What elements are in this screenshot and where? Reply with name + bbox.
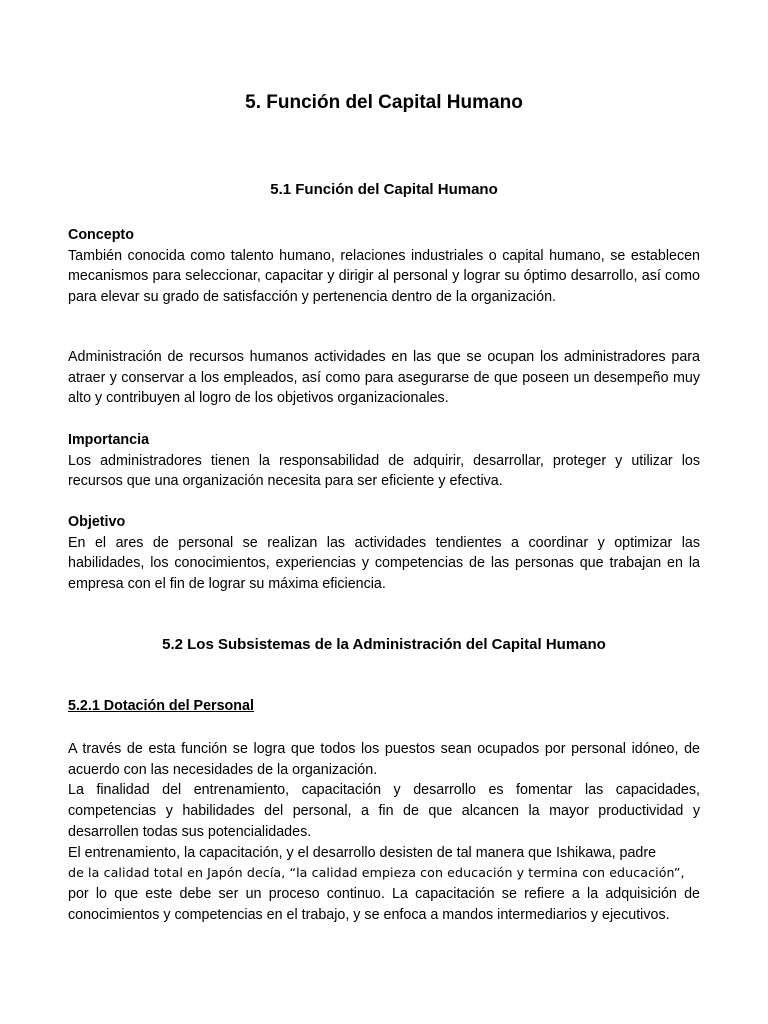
concepto-label: Concepto	[68, 227, 134, 243]
section-heading-5-1: 5.1 Función del Capital Humano	[270, 181, 498, 198]
dotacion-block	[68, 739, 700, 925]
concepto-block	[68, 225, 700, 308]
importancia-text: Los administradores tienen la responsabilidad de adquirir, desarrollar, proteger y utilizar los recursos que una organización necesita para ser eficiente y efectiva.	[68, 452, 700, 490]
concepto-text: También conocida como talento humano, relaciones industriales o capital humano, se establecen mecanismos para seleccionar, capacitar y dirigir al personal y lograr su óptimo desarrollo, así como para elevar su grado de satisfacción y pertenencia dentro de la organización.	[68, 247, 700, 306]
objetivo-block	[68, 512, 700, 595]
subsection-heading-5-2-1: 5.2.1 Dotación del Personal	[68, 698, 254, 714]
dotacion-paragraph-3-quote-line: de la calidad total en Japón decía, “la calidad empieza con educación y termina con educación”,	[68, 865, 685, 881]
dotacion-paragraph-1: A través de esta función se logra que todos los puestos sean ocupados por personal idóneo, de acuerdo con las necesidades de la organización.	[68, 741, 700, 778]
document-title: 5. Función del Capital Humano	[245, 92, 523, 113]
section-heading-5-2: 5.2 Los Subsistemas de la Administración del Capital Humano	[162, 636, 606, 653]
admin-block	[68, 347, 700, 409]
objetivo-text: En el ares de personal se realizan las actividades tendientes a coordinar y optimizar las habilidades, los conocimientos, experiencias y competencias de las personas que trabajan en la empresa con el fin de lograr su máxima eficiencia.	[68, 534, 700, 593]
importancia-block	[68, 430, 700, 492]
objetivo-label: Objetivo	[68, 514, 126, 530]
dotacion-paragraph-3-line-1: El entrenamiento, la capacitación, y el desarrollo desisten de tal manera que Ishikawa, padre	[68, 844, 657, 861]
admin-text: Administración de recursos humanos actividades en las que se ocupan los administradores para atraer y conservar a los empleados, así como para asegurarse de que poseen un desempeño muy alto y contribuyen al logro de los objetivos organizacionales.	[68, 349, 700, 407]
dotacion-paragraph-2: La finalidad del entrenamiento, capacitación y desarrollo es fomentar las capacidades, competencias y habilidades del personal, a fin de que alcancen la mayor productividad y desarrollen todas sus potencialidades.	[68, 782, 700, 840]
importancia-label: Importancia	[68, 432, 150, 448]
dotacion-paragraph-3-rest: por lo que este debe ser un proceso continuo. La capacitación se refiere a la adquisición de conocimientos y competencias en el trabajo, y se enfoca a mandos intermediarios y ejecutivos.	[68, 885, 700, 923]
